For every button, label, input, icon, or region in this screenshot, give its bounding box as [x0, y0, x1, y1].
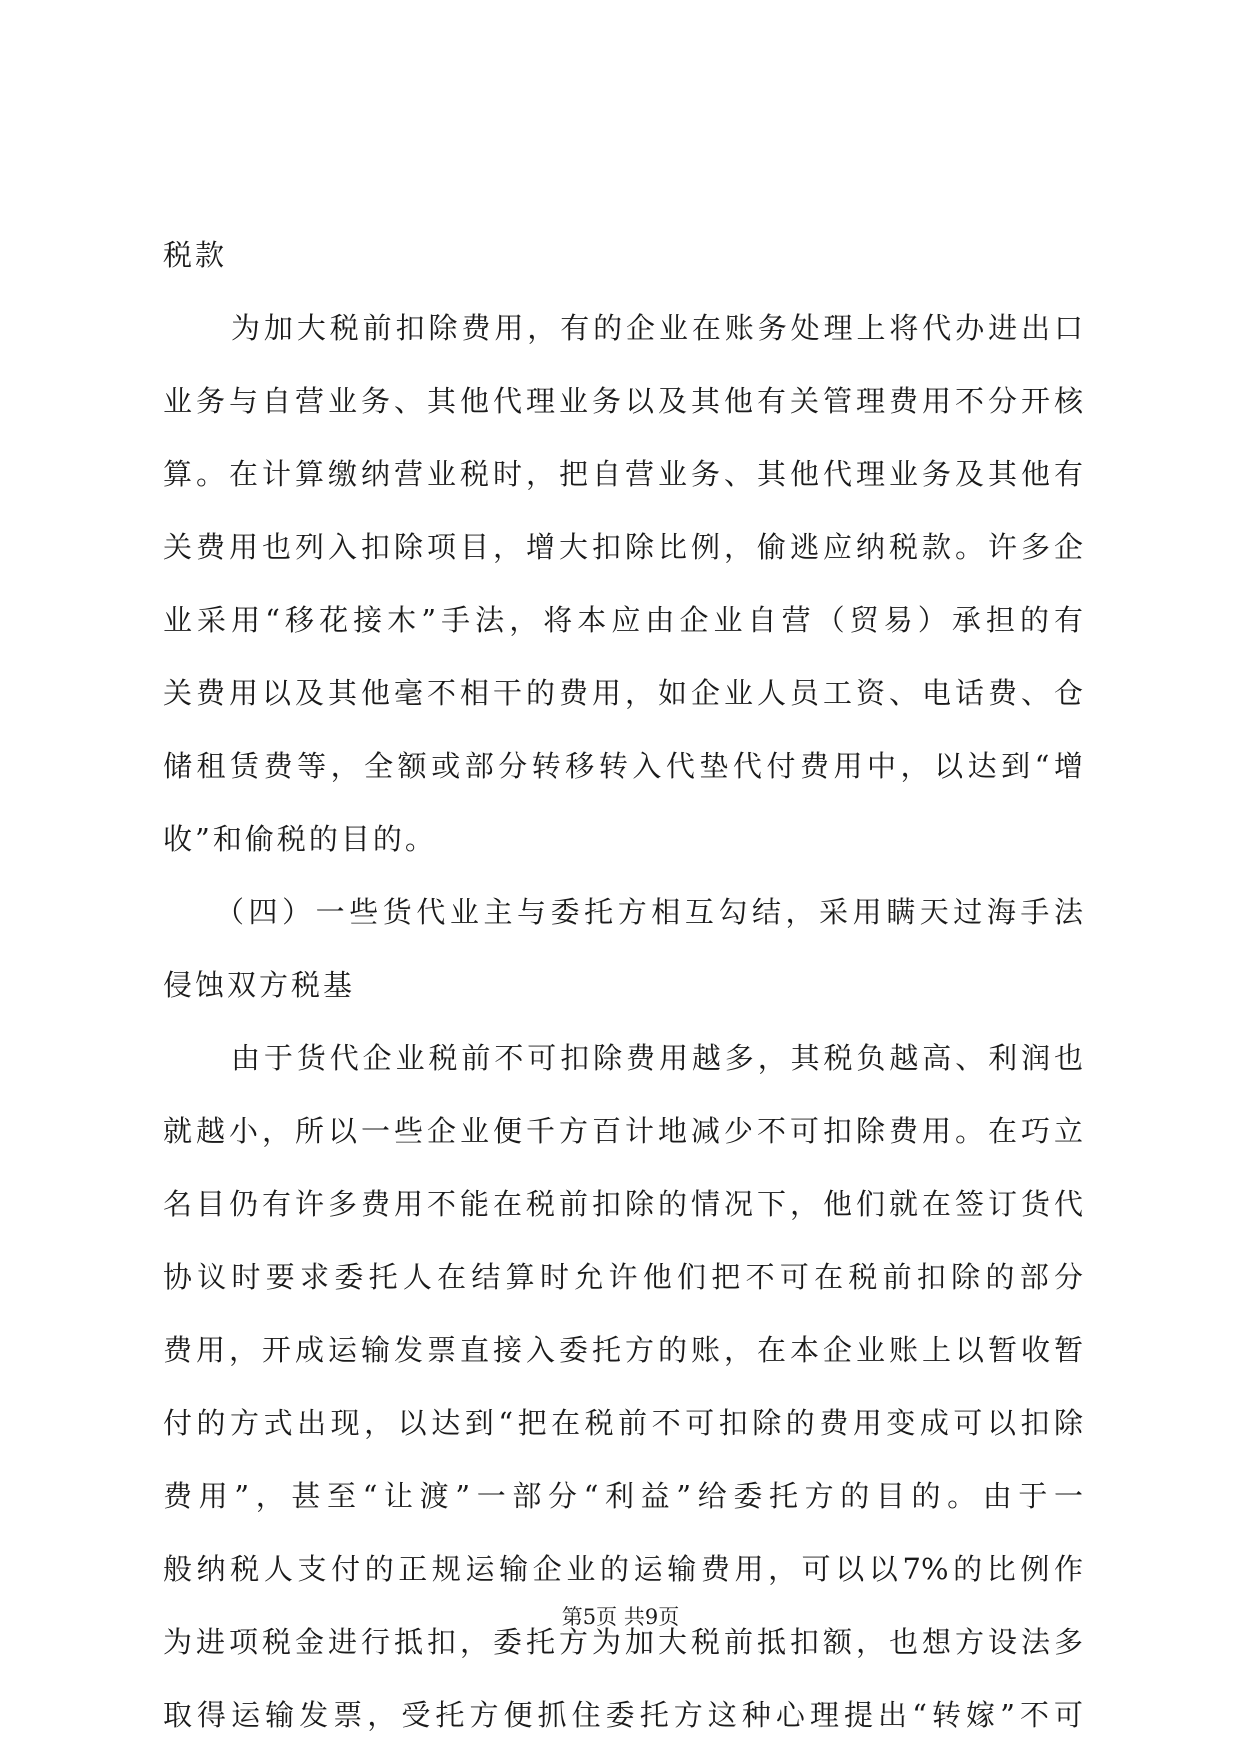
- text-line: 名目仍有许多费用不能在税前扣除的情况下，他们就在签订货代: [163, 1187, 1083, 1221]
- text-line: 关费用也列入扣除项目，增大扣除比例，偷逃应纳税款。许多企: [163, 530, 1083, 564]
- text-line: 收”和偷税的目的。: [163, 822, 437, 856]
- text-line: 业采用“移花接木”手法，将本应由企业自营（贸易）承担的有: [163, 603, 1083, 637]
- page-number-footer: 第5页 共9页: [561, 1605, 680, 1629]
- text-line: 关费用以及其他毫不相干的费用，如企业人员工资、电话费、仓: [163, 676, 1083, 710]
- text-line: 算。在计算缴纳营业税时，把自营业务、其他代理业务及其他有: [163, 457, 1083, 491]
- text-line: 为加大税前扣除费用，有的企业在账务处理上将代办进出口: [231, 311, 1083, 345]
- text-line: 费用”，甚至“让渡”一部分“利益”给委托方的目的。由于一: [163, 1479, 1083, 1513]
- text-line: 取得运输发票，受托方便抓住委托方这种心理提出“转嫁”不可: [163, 1698, 1083, 1732]
- text-line: 付的方式出现，以达到“把在税前不可扣除的费用变成可以扣除: [163, 1406, 1083, 1440]
- text-line: 就越小，所以一些企业便千方百计地减少不可扣除费用。在巧立: [163, 1114, 1083, 1148]
- text-line: 为进项税金进行抵扣，委托方为加大税前抵扣额，也想方设法多: [163, 1625, 1083, 1659]
- text-line: 税款: [163, 238, 228, 272]
- text-line: 由于货代企业税前不可扣除费用越多，其税负越高、利润也: [231, 1041, 1083, 1075]
- text-line: 般纳税人支付的正规运输企业的运输费用，可以以7%的比例作: [163, 1552, 1083, 1586]
- section-heading-line: 侵蚀双方税基: [163, 968, 356, 1002]
- text-line: 协议时要求委托人在结算时允许他们把不可在税前扣除的部分: [163, 1260, 1083, 1294]
- text-line: 业务与自营业务、其他代理业务以及其他有关管理费用不分开核: [163, 384, 1083, 418]
- text-line: 储租赁费等，全额或部分转移转入代垫代付费用中，以达到“增: [163, 749, 1083, 783]
- section-heading-line: （四）一些货代业主与委托方相互勾结，采用瞒天过海手法: [215, 895, 1083, 929]
- text-line: 费用，开成运输发票直接入委托方的账，在本企业账上以暂收暂: [163, 1333, 1083, 1367]
